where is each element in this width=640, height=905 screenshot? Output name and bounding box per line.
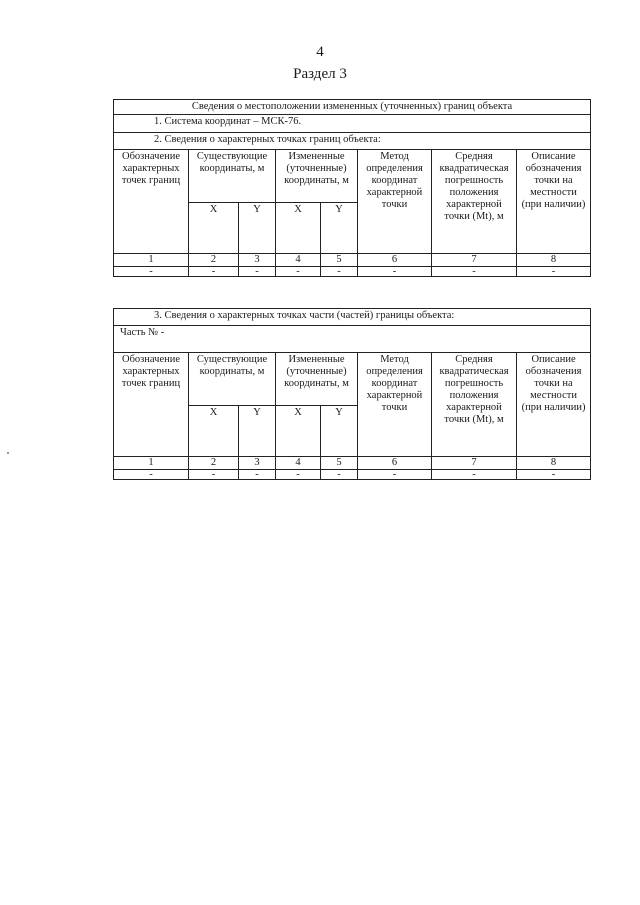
section2-title: 2. Сведения о характерных точках границ объекта: (114, 133, 591, 150)
header-error: Средняя квадратическая погрешность положения характерной точки (Mt), м (432, 150, 517, 254)
table-cell: - (114, 470, 189, 480)
boundary-table (113, 99, 591, 277)
coord-system-row (114, 115, 591, 133)
header-point-designation: Обозначение характерных точек границ (114, 150, 189, 254)
section3-title: 3. Сведения о характерных точках части (частей) границы объекта: (114, 309, 591, 326)
column-number: 1 (114, 457, 189, 470)
table-cell: - (239, 470, 276, 480)
column-number: 2 (189, 457, 239, 470)
column-number-row (114, 457, 591, 470)
table-cell: - (276, 267, 321, 277)
header-description: Описание обозначения точки на местности (при наличии) (517, 150, 591, 254)
header-y: Y (239, 406, 276, 457)
table-title-row (114, 100, 591, 115)
part-row (114, 326, 591, 353)
table-cell: - (114, 267, 189, 277)
table-row (114, 470, 591, 480)
table-cell: - (189, 267, 239, 277)
column-number: 4 (276, 457, 321, 470)
column-number: 3 (239, 457, 276, 470)
column-number: 4 (276, 254, 321, 267)
table-cell: - (517, 470, 591, 480)
table-cell: - (276, 470, 321, 480)
header-x: X (189, 203, 239, 254)
header-method: Метод определения координат характерной точки (358, 353, 432, 457)
table-cell: - (358, 470, 432, 480)
column-number: 8 (517, 254, 591, 267)
table-cell: - (517, 267, 591, 277)
header-description: Описание обозначения точки на местности (при наличии) (517, 353, 591, 457)
table-cell: - (189, 470, 239, 480)
table-cell: - (321, 267, 358, 277)
table-cell: - (239, 267, 276, 277)
header-row (114, 353, 591, 406)
header-changed-coords: Измененные (уточненные) координаты, м (276, 353, 358, 406)
scan-speck (7, 452, 9, 454)
header-x: X (276, 406, 321, 457)
header-point-designation: Обозначение характерных точек границ (114, 353, 189, 457)
section3-row (114, 309, 591, 326)
column-number: 5 (321, 457, 358, 470)
column-number-row (114, 254, 591, 267)
section-title: Раздел 3 (293, 66, 347, 82)
column-number: 8 (517, 457, 591, 470)
header-existing-coords: Существующие координаты, м (189, 353, 276, 406)
header-changed-coords: Измененные (уточненные) координаты, м (276, 150, 358, 203)
column-number: 2 (189, 254, 239, 267)
header-x: X (189, 406, 239, 457)
header-y: Y (321, 203, 358, 254)
column-number: 6 (358, 457, 432, 470)
header-x: X (276, 203, 321, 254)
table-cell: - (432, 267, 517, 277)
section2-row (114, 133, 591, 150)
header-row (114, 150, 591, 203)
part-boundary-table (113, 308, 591, 480)
column-number: 7 (432, 457, 517, 470)
table-title: Сведения о местоположении измененных (уточненных) границ объекта (114, 100, 591, 115)
column-number: 7 (432, 254, 517, 267)
table-cell: - (321, 470, 358, 480)
table-row (114, 267, 591, 277)
column-number: 5 (321, 254, 358, 267)
column-number: 1 (114, 254, 189, 267)
part-label: Часть № - (114, 326, 591, 353)
page-number: 4 (316, 44, 324, 60)
header-y: Y (239, 203, 276, 254)
table-cell: - (432, 470, 517, 480)
column-number: 3 (239, 254, 276, 267)
coord-system-label: 1. Система координат – МСК-76. (114, 115, 591, 133)
header-existing-coords: Существующие координаты, м (189, 150, 276, 203)
table-cell: - (358, 267, 432, 277)
column-number: 6 (358, 254, 432, 267)
header-method: Метод определения координат характерной точки (358, 150, 432, 254)
header-y: Y (321, 406, 358, 457)
header-error: Средняя квадратическая погрешность положения характерной точки (Mt), м (432, 353, 517, 457)
